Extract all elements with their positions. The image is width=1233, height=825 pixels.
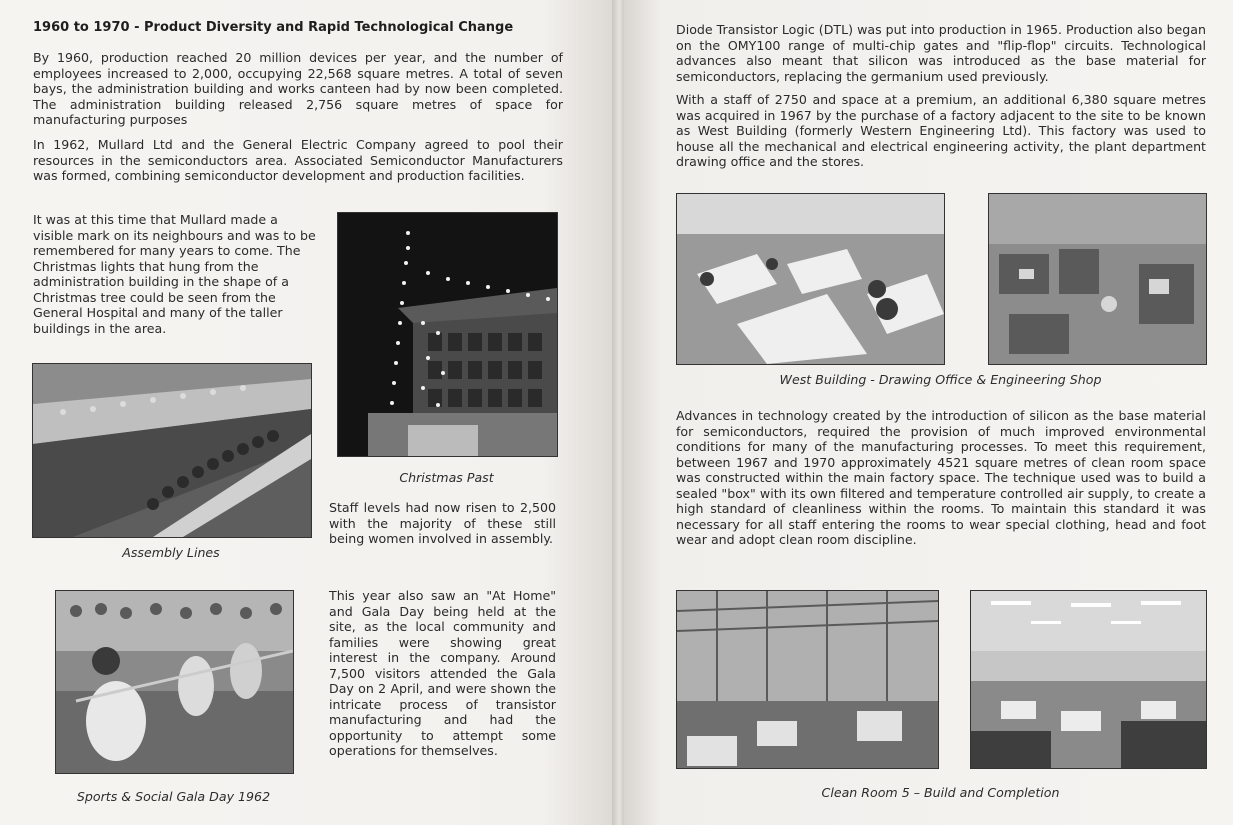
caption-christmas-past: Christmas Past xyxy=(399,470,494,485)
paragraph-gala-day: This year also saw an "At Home" and Gala Day being held at the site, as the local community and families were showing great interest in the company. Around 7,500 visitors attended the Gala Day on 2 April, and were shown the intricate process of transistor manufacturing and had the opportunity to attempt some operations for themselves. xyxy=(329,588,556,758)
engineering-shop-photo xyxy=(988,193,1207,365)
paragraph-west-building: With a staff of 2750 and space at a premium, an additional 6,380 square metres was acquired in 1967 by the purchase of a factory adjacent to the site to be known as West Building (formerly Western Engineering Ltd). This factory was used to house all the mechanical and electrical engineering activity, the plant department drawing office and the stores. xyxy=(676,92,1206,169)
gala-day-photo xyxy=(55,590,294,774)
assembly-lines-photo xyxy=(32,363,312,538)
paragraph-clean-rooms: Advances in technology created by the introduction of silicon as the base material for semiconductors, required the provision of much improved environmental conditions for many of the manufacturing processes. To meet this requirement, between 1967 and 1970 approximately 4521 square metres of clean room space was constructed within the main factory space. The technique used was to build a sealed "box" with its own filtered and temperature controlled air supply, to create a high standard of cleanliness within the rooms. To maintain this standard it was necessary for all staff entering the rooms to wear special clothing, head and foot wear and adopt clean room discipline. xyxy=(676,408,1206,547)
caption-assembly-lines: Assembly Lines xyxy=(122,545,220,560)
paragraph-dtl: Diode Transistor Logic (DTL) was put into production in 1965. Production also began on the OMY100 range of multi-chip gates and "flip-flop" circuits. Technological advances also meant that silicon was introduced as the base material for semiconductors, replacing the germanium used previously. xyxy=(676,22,1206,84)
caption-gala-day: Sports & Social Gala Day 1962 xyxy=(76,789,271,804)
clean-room-completion-photo xyxy=(970,590,1207,769)
section-heading: 1960 to 1970 - Product Diversity and Rapid Technological Change xyxy=(33,20,514,35)
paragraph-production-1960: By 1960, production reached 20 million devices per year, and the number of employees increased to 2,000, occupying 22,568 square metres. A total of seven bays, the administration building and works canteen had by now been completed. The administration building released 2,756 square metres of space for manufacturing purposes xyxy=(33,50,563,127)
caption-clean-room: Clean Room 5 – Build and Completion xyxy=(821,785,1060,800)
caption-west-building: West Building - Drawing Office & Engineering Shop xyxy=(779,372,1102,387)
clean-room-build-photo xyxy=(676,590,939,769)
drawing-office-photo xyxy=(676,193,945,365)
right-page xyxy=(624,0,1233,825)
paragraph-ge-merger: In 1962, Mullard Ltd and the General Electric Company agreed to pool their resources in the semiconductors area. Associated Semiconductor Manufacturers was formed, combining semiconductor development and production facilities. xyxy=(33,137,563,183)
left-page xyxy=(0,0,616,825)
paragraph-staff-levels: Staff levels had now risen to 2,500 with the majority of these still being women involved in assembly. xyxy=(329,500,556,546)
paragraph-christmas-lights: It was at this time that Mullard made a visible mark on its neighbours and was to be remembered for many years to come. The Christmas lights that hung from the administration building in the shape of a Christmas tree could be seen from the General Hospital and many of the taller buildings in the area. xyxy=(33,212,316,336)
christmas-past-photo xyxy=(337,212,558,457)
